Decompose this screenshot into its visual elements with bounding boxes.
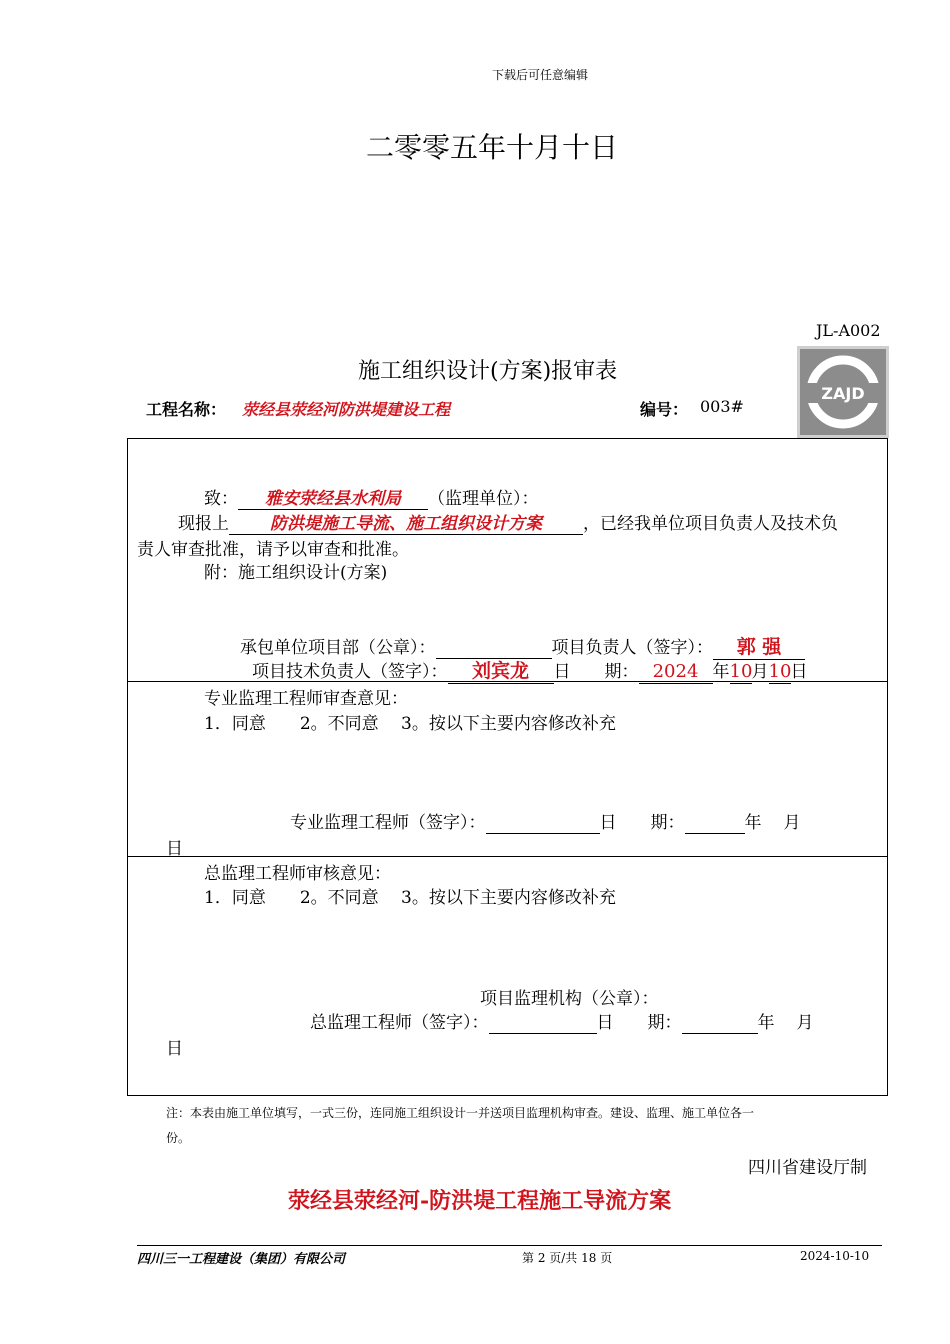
date-day: 10: [768, 661, 792, 682]
section3-day-label: 日: [166, 1039, 183, 1059]
to-line: [204, 484, 539, 510]
report-line: [178, 509, 838, 535]
zajd-logo: [797, 346, 889, 438]
section3-month-label: 月: [796, 1013, 814, 1033]
tech-label: 项目技术负责人（签字）：: [252, 662, 448, 682]
report-suffix: ，已经我单位项目负责人及技术负: [583, 514, 838, 534]
project-name: 荥经县荥经河防洪堤建设工程: [242, 400, 451, 419]
date-month: 10: [729, 661, 753, 682]
report-line-2: 责人审查批准，请予以审查和批准。: [137, 540, 409, 560]
report-prefix: 现报上: [178, 514, 229, 534]
section3-year-label: 年: [757, 1013, 775, 1033]
form-code: JL-A002: [816, 321, 881, 340]
section2-day-label: 日: [166, 839, 183, 859]
serial-label: 编号：: [640, 400, 689, 419]
pm-signature: 郭 强: [713, 636, 805, 660]
section2-title: 专业监理工程师审查意见：: [204, 689, 408, 709]
supervisor-unit: 雅安荥经县水利局: [238, 489, 428, 510]
pm-label: 项目负责人（签字）：: [551, 638, 713, 658]
note-line-1: 注：本表由施工单位填写，一式三份，连同施工组织设计一并送项目监理机构审查。建设、监理、施工单位各一: [166, 1106, 755, 1120]
section3-date-label: 日 期：: [596, 1013, 682, 1033]
tech-line: [252, 657, 808, 684]
contractor-label: 承包单位项目部（公章）：: [240, 638, 436, 658]
date-label-1: 日 期：: [553, 662, 639, 682]
serial-value: 003#: [700, 397, 744, 416]
footer-date: 2024-10-10: [800, 1249, 870, 1263]
section2-sign-label: 专业监理工程师（签字）：: [290, 813, 486, 833]
report-plan: 防洪堤施工导流、施工组织设计方案: [229, 514, 583, 535]
document-title: 荥经县荥经河-防洪堤工程施工导流方案: [288, 1188, 672, 1214]
attachment: 附：施工组织设计(方案): [204, 563, 388, 583]
section3-title: 总监理工程师审核意见：: [204, 864, 391, 884]
project-label: 工程名称：: [146, 400, 227, 419]
to-prefix: 致：: [204, 489, 238, 509]
row-divider-2: [127, 856, 888, 857]
section2-options: 1．同意 2。不同意 3。按以下主要内容修改补充: [204, 714, 616, 734]
section2-date-label: 日 期：: [599, 813, 685, 833]
section2-sign-line: [290, 808, 801, 834]
issuer: 四川省建设厅制: [748, 1158, 867, 1178]
section3-options: 1．同意 2。不同意 3。按以下主要内容修改补充: [204, 888, 616, 908]
footer-rule: [137, 1245, 882, 1246]
section3-sign-label: 总监理工程师（签字）：: [310, 1013, 489, 1033]
section3-org-label: 项目监理机构（公章）：: [480, 989, 659, 1009]
footer-page: 第 2 页/共 18 页: [522, 1251, 613, 1265]
day-label-1: 日: [790, 662, 808, 682]
header-note: 下载后可任意编辑: [492, 68, 589, 82]
tech-signature: 刘宾龙: [448, 660, 554, 684]
form-title: 施工组织设计(方案)报审表: [358, 359, 618, 384]
footer-company: 四川三一工程建设（集团）有限公司: [137, 1252, 346, 1267]
section2-year-label: 年: [744, 813, 762, 833]
contractor-line: [240, 633, 805, 660]
logo-icon: [800, 349, 886, 435]
section2-month-label: 月: [783, 813, 801, 833]
section3-sign-line: [310, 1008, 814, 1034]
date-year: 2024: [639, 661, 713, 684]
month-label-1: 月: [751, 662, 769, 682]
note-line-2: 份。: [166, 1131, 191, 1145]
to-suffix: （监理单位）：: [428, 489, 539, 509]
year-label-1: 年: [712, 662, 730, 682]
logo-text: ZAJD: [821, 384, 865, 403]
date-title: 二零零五年十月十日: [366, 131, 619, 164]
